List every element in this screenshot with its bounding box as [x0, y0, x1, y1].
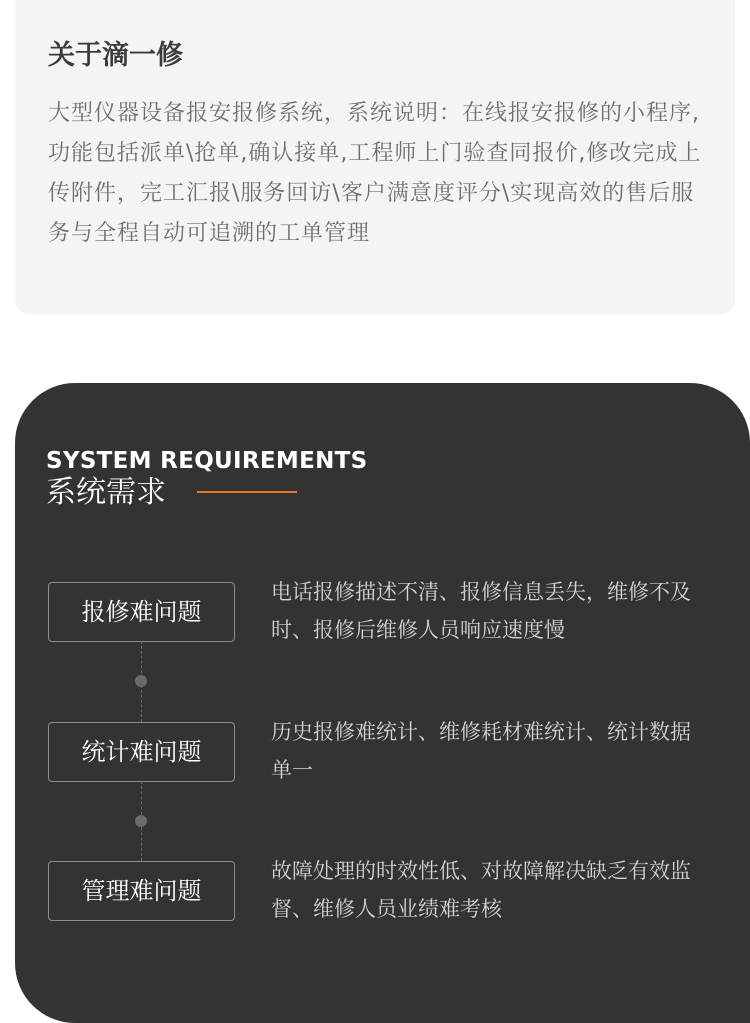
timeline-dot [135, 815, 147, 827]
issue-label-statistics: 统计难问题 [48, 722, 235, 782]
timeline-dot [135, 675, 147, 687]
title-accent-line [197, 491, 297, 493]
issue-description-repair: 电话报修描述不清、报修信息丢失，维修不及时、报修后维修人员响应速度慢 [271, 580, 691, 642]
issue-description-statistics: 历史报修难统计、维修耗材难统计、统计数据单一 [271, 720, 691, 782]
issue-label-repair: 报修难问题 [48, 582, 235, 642]
requirements-title-en: SYSTEM REQUIREMENTS [46, 448, 368, 474]
requirements-title-cn: 系统需求 [46, 475, 166, 510]
issue-label-management: 管理难问题 [48, 861, 235, 921]
about-description: 大型仪器设备报安报修系统，系统说明：在线报安报修的小程序,功能包括派单\抢单,确认接单,工程师上门验查同报价,修改完成上传附件，完工汇报\服务回访\客户满意度评分\实现高效的售后服务与全程自动可追溯的工单管理 [48, 101, 702, 246]
issue-description-management: 故障处理的时效性低、对故障解决缺乏有效监督、维修人员业绩难考核 [271, 859, 691, 921]
requirements-section [15, 383, 750, 1023]
about-section [15, 0, 735, 314]
about-title: 关于滴一修 [48, 40, 183, 71]
